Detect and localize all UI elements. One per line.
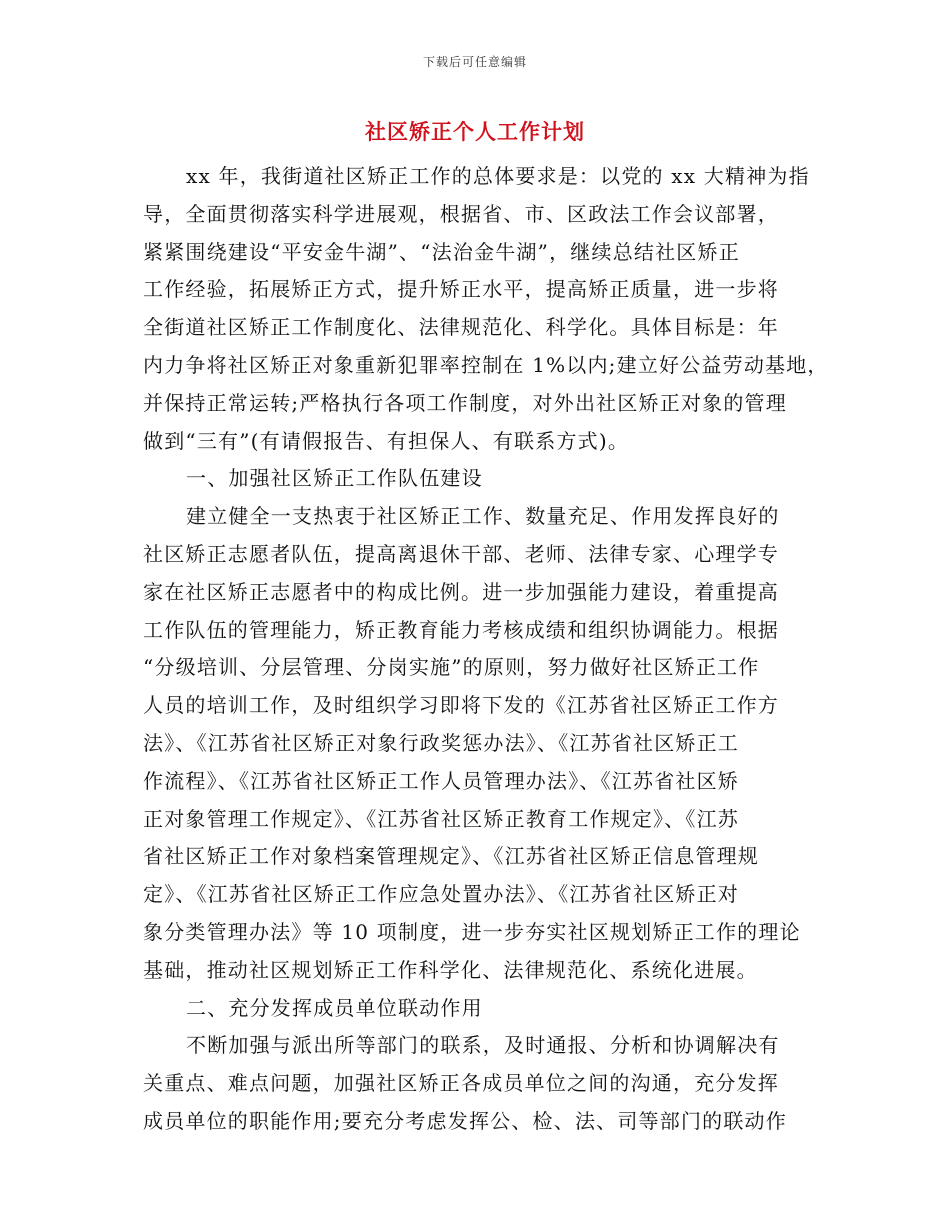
text-line: 紧紧围绕建设“平安金牛湖”、“法治金牛湖”，继续总结社区矫正 (143, 239, 740, 264)
text-line: 象分类管理办法》等 10 项制度，进一步夯实社区规划矫正工作的理论 (143, 920, 801, 944)
text-line: 社区矫正志愿者队伍，提高离退休干部、老师、法律专家、心理学专 (143, 542, 779, 566)
header-note: 下载后可任意编辑 (422, 55, 527, 69)
text-line: 内力争将社区矫正对象重新犯罪率控制在 1%以内;建立好公益劳动基地， (143, 353, 829, 377)
text-line: 关重点、难点问题，加强社区矫正各成员单位之间的沟通，充分发挥 (143, 1071, 779, 1096)
document-title: 社区矫正个人工作计划 (365, 119, 585, 144)
text-line: 定》、《江苏省社区矫正工作应急处置办法》、《江苏省社区矫正对 (143, 882, 739, 907)
text-line: xx 年，我街道社区矫正工作的总体要求是：以党的 xx 大精神为指 (186, 164, 810, 188)
text-line: 不断加强与派出所等部门的联系，及时通报、分析和协调解决有 (186, 1033, 780, 1058)
text-line: 工作经验，拓展矫正方式，提升矫正水平，提高矫正质量，进一步将 (143, 277, 779, 302)
text-line: 建立健全一支热衷于社区矫正工作、数量充足、作用发挥良好的 (186, 504, 780, 529)
text-line: 省社区矫正工作对象档案管理规定》、《江苏省社区矫正信息管理规 (143, 844, 759, 869)
text-line: 正对象管理工作规定》、《江苏省社区矫正教育工作规定》、《江苏 (143, 806, 739, 831)
text-line: 成员单位的职能作用;要充分考虑发挥公、检、法、司等部门的联动作 (143, 1109, 787, 1133)
text-line: 一、加强社区矫正工作队伍建设 (186, 466, 483, 491)
text-line: 二、充分发挥成员单位联动作用 (186, 995, 483, 1020)
text-line: 导，全面贯彻落实科学进展观，根据省、市、区政法工作会议部署， (143, 201, 779, 226)
text-line: 做到“三有”(有请假报告、有担保人、有联系方式)。 (143, 428, 630, 453)
text-line: 工作队伍的管理能力，矫正教育能力考核成绩和组织协调能力。根据 (143, 617, 779, 642)
text-line: 法》、《江苏省社区矫正对象行政奖惩办法》、《江苏省社区矫正工 (143, 731, 739, 755)
text-line: 并保持正常运转;严格执行各项工作制度，对外出社区矫正对象的管理 (143, 390, 787, 415)
text-line: 人员的培训工作，及时组织学习即将下发的《江苏省社区矫正工作方 (143, 693, 779, 718)
text-line: “分级培训、分层管理、分岗实施”的原则，努力做好社区矫正工作 (143, 655, 760, 680)
text-line: 作流程》、《江苏省社区矫正工作人员管理办法》、《江苏省社区矫 (143, 768, 739, 793)
text-line: 全街道社区矫正工作制度化、法律规范化、科学化。具体目标是：年 (143, 315, 779, 340)
text-line: 家在社区矫正志愿者中的构成比例。进一步加强能力建设，着重提高 (143, 579, 779, 604)
text-line: 基础，推动社区规划矫正工作科学化、法律规范化、系统化进展。 (143, 957, 758, 982)
